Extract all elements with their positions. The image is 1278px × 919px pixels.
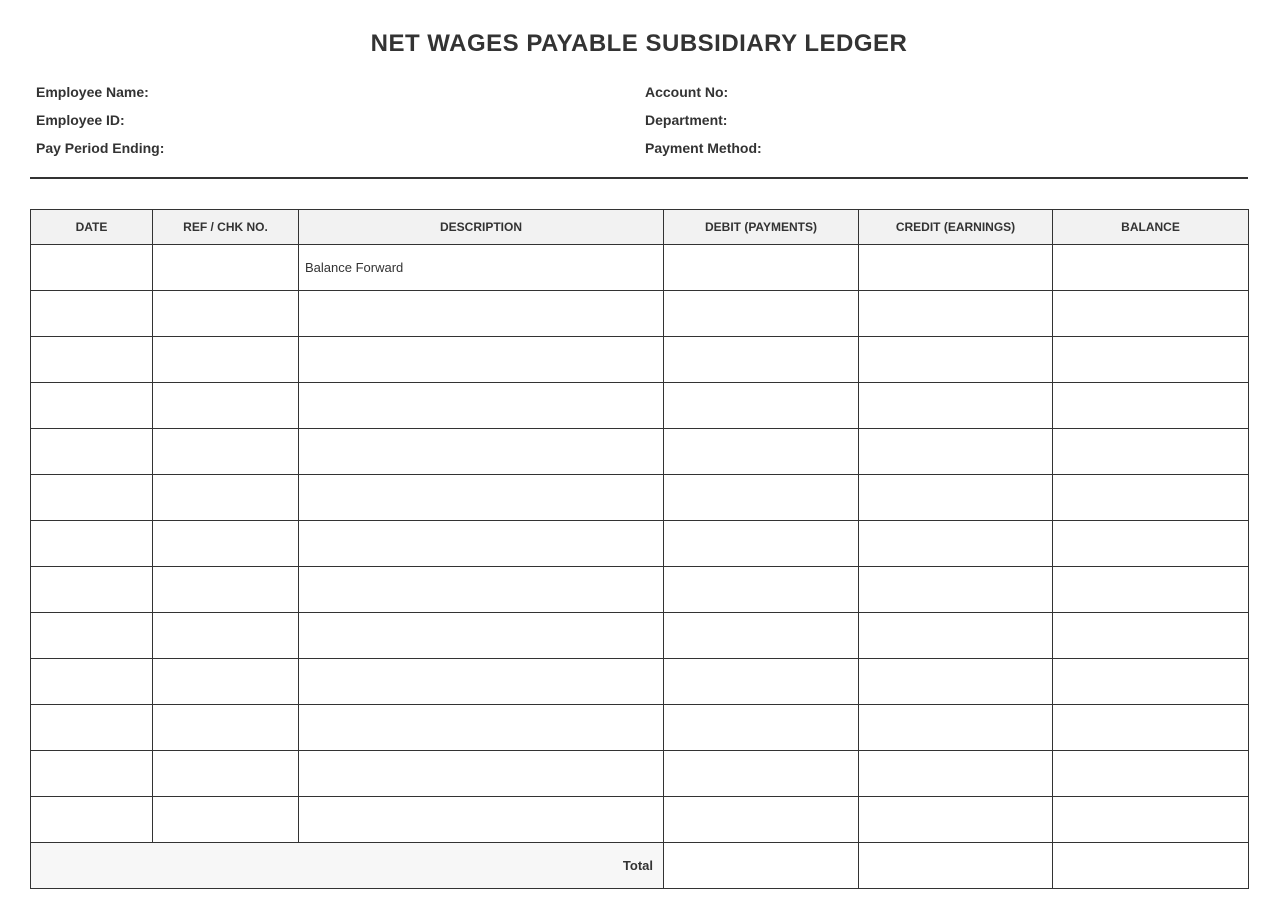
balance-cell[interactable] [1053,659,1249,705]
date-cell[interactable] [31,567,153,613]
column-header-balance: BALANCE [1053,210,1249,245]
total-credit-cell[interactable] [859,843,1053,889]
ref-chk-no-cell[interactable] [153,567,299,613]
debit-cell[interactable] [664,613,859,659]
table-row [31,567,1249,613]
balance-cell[interactable] [1053,705,1249,751]
total-debit-cell[interactable] [664,843,859,889]
balance-cell[interactable] [1053,521,1249,567]
page-title: NET WAGES PAYABLE SUBSIDIARY LEDGER [370,30,908,57]
balance-cell[interactable] [1053,797,1249,843]
employee-name-label: Employee Name: [36,84,149,100]
description-cell[interactable] [299,429,664,475]
ref-chk-no-cell[interactable] [153,291,299,337]
description-cell[interactable] [299,521,664,567]
description-cell[interactable] [299,659,664,705]
credit-cell[interactable] [859,383,1053,429]
table-row [31,797,1249,843]
debit-cell[interactable] [664,383,859,429]
header-divider [30,177,1248,179]
table-row [31,751,1249,797]
date-cell[interactable] [31,475,153,521]
credit-cell[interactable] [859,429,1053,475]
ref-chk-no-cell[interactable] [153,659,299,705]
table-row [31,291,1249,337]
ref-chk-no-cell[interactable] [153,797,299,843]
credit-cell[interactable] [859,797,1053,843]
date-cell[interactable] [31,383,153,429]
ledger-table [30,209,1249,889]
balance-cell[interactable] [1053,383,1249,429]
table-header-row [31,210,1249,245]
debit-cell[interactable] [664,429,859,475]
balance-cell[interactable] [1053,337,1249,383]
debit-cell[interactable] [664,659,859,705]
ref-chk-no-cell[interactable] [153,521,299,567]
date-cell[interactable] [31,797,153,843]
credit-cell[interactable] [859,475,1053,521]
description-cell[interactable] [299,797,664,843]
column-header-date: DATE [31,210,153,245]
credit-cell[interactable] [859,337,1053,383]
debit-cell[interactable] [664,751,859,797]
balance-cell[interactable] [1053,429,1249,475]
payment-method-label: Payment Method: [645,140,762,156]
account-no-label: Account No: [645,84,729,100]
ref-chk-no-cell[interactable] [153,337,299,383]
date-cell[interactable] [31,705,153,751]
total-balance-cell[interactable] [1053,843,1249,889]
table-row [31,475,1249,521]
balance-cell[interactable] [1053,751,1249,797]
info-left-column [36,82,164,166]
table-row [31,613,1249,659]
ref-chk-no-cell[interactable] [153,613,299,659]
date-cell[interactable] [31,521,153,567]
table-row [31,337,1249,383]
column-header-credit: CREDIT (EARNINGS) [859,210,1053,245]
credit-cell[interactable] [859,521,1053,567]
column-header-ref-chk-no: REF / CHK NO. [153,210,299,245]
account-no-field [645,82,762,110]
credit-cell[interactable] [859,291,1053,337]
balance-cell[interactable] [1053,475,1249,521]
info-right-column [645,82,762,166]
balance-cell[interactable] [1053,245,1249,291]
column-header-debit: DEBIT (PAYMENTS) [664,210,859,245]
ref-chk-no-cell[interactable] [153,429,299,475]
credit-cell[interactable] [859,567,1053,613]
pay-period-ending-label: Pay Period Ending: [36,140,165,156]
credit-cell[interactable] [859,751,1053,797]
date-cell[interactable] [31,337,153,383]
debit-cell[interactable] [664,291,859,337]
ledger-body [31,245,1249,843]
total-row [31,843,1249,889]
description-cell[interactable] [299,705,664,751]
employee-id-label: Employee ID: [36,112,125,128]
description-cell[interactable] [299,613,664,659]
description-cell[interactable] [299,567,664,613]
description-cell[interactable] [299,337,664,383]
balance-cell[interactable] [1053,291,1249,337]
pay-period-ending-field [36,138,164,166]
debit-cell[interactable] [664,567,859,613]
table-row [31,659,1249,705]
balance-cell[interactable] [1053,613,1249,659]
date-cell[interactable] [31,613,153,659]
date-cell[interactable] [31,751,153,797]
employee-id-field [36,110,164,138]
department-label: Department: [645,112,728,128]
department-field [645,110,762,138]
total-label: Total [31,843,664,889]
credit-cell[interactable] [859,659,1053,705]
description-cell[interactable] [299,475,664,521]
credit-cell[interactable] [859,613,1053,659]
debit-cell[interactable] [664,797,859,843]
ref-chk-no-cell[interactable] [153,751,299,797]
credit-cell[interactable] [859,705,1053,751]
table-row [31,521,1249,567]
date-cell[interactable] [31,291,153,337]
date-cell[interactable] [31,245,153,291]
table-row [31,705,1249,751]
debit-cell[interactable] [664,337,859,383]
ref-chk-no-cell[interactable] [153,383,299,429]
table-row [31,429,1249,475]
description-cell[interactable] [299,291,664,337]
employee-name-field [36,82,164,110]
debit-cell[interactable] [664,475,859,521]
balance-cell[interactable] [1053,567,1249,613]
debit-cell[interactable] [664,705,859,751]
ref-chk-no-cell[interactable] [153,475,299,521]
date-cell[interactable] [31,659,153,705]
ref-chk-no-cell[interactable] [153,245,299,291]
debit-cell[interactable] [664,521,859,567]
table-row [31,245,1249,291]
date-cell[interactable] [31,429,153,475]
credit-cell[interactable] [859,245,1053,291]
description-cell[interactable] [299,751,664,797]
description-cell[interactable] [299,383,664,429]
payment-method-field [645,138,762,166]
table-row [31,383,1249,429]
column-header-description: DESCRIPTION [299,210,664,245]
description-cell[interactable]: Balance Forward [299,245,664,291]
ref-chk-no-cell[interactable] [153,705,299,751]
debit-cell[interactable] [664,245,859,291]
